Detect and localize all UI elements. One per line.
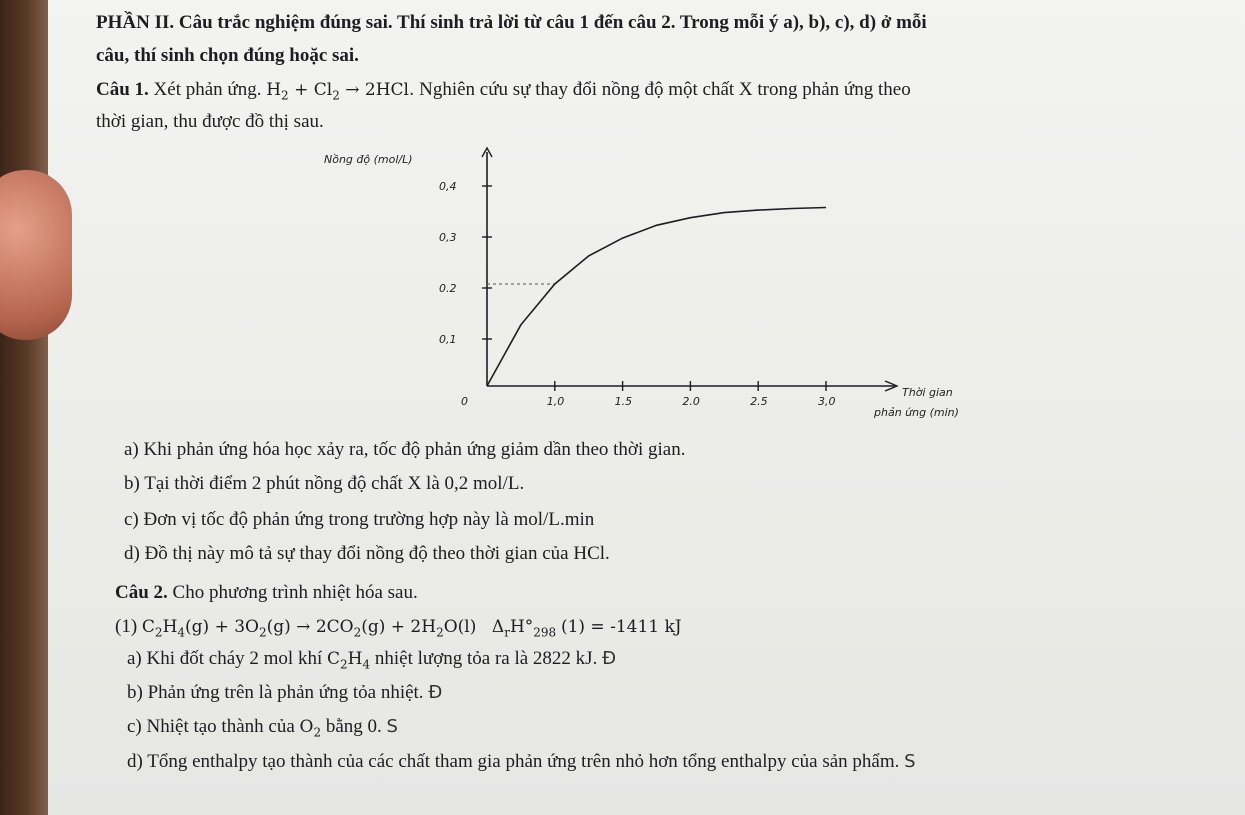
q2-mark-c: S <box>386 716 398 737</box>
q2-item-b <box>127 681 442 705</box>
q2-item-a-text2: nhiệt lượng tỏa ra là 2822 kJ. <box>374 648 598 669</box>
series-line-X <box>487 208 826 387</box>
q2-label: Câu 2. <box>115 582 168 603</box>
q2-item-d-text: d) Tổng enthalpy tạo thành của các chất tham gia phản ứng trên nhỏ hơn tổng enthalpy của sản phẩm. <box>127 751 900 772</box>
q1-label: Câu 1. <box>96 79 149 100</box>
q2-item-a-formula: $C_2H_4$ <box>327 649 371 672</box>
x-tick-label: 2.0 <box>682 395 700 408</box>
q2-item-c-formula: $O_2$ <box>299 717 322 740</box>
q1-item-a: a) Khi phản ứng hóa học xảy ra, tốc độ phản ứng giảm dần theo thời gian. <box>124 439 686 460</box>
q1-item-d: d) Đồ thị này mô tả sự thay đổi nồng độ theo thời gian của HCl. <box>124 543 610 564</box>
q2-enthalpy-symbol: $\Delta_rH^\circ_{298}$ <box>481 617 557 640</box>
x-axis-label-line1: Thời gian <box>902 386 953 399</box>
q1-text-after: Nghiên cứu sự thay đổi nồng độ một chất X trong phản ứng theo <box>419 79 911 100</box>
q1-header <box>96 78 911 107</box>
q2-mark-b: Đ <box>428 682 443 703</box>
q2-item-c-text1: c) Nhiệt tạo thành của <box>127 716 295 737</box>
q1-item-b: b) Tại thời điểm 2 phút nồng độ chất X là 0,2 mol/L. <box>124 473 525 494</box>
thumb <box>0 170 72 340</box>
x-tick-label: 0 <box>461 395 468 408</box>
part2-title: PHẦN II. Câu trắc nghiệm đúng sai. Thí sinh trả lời từ câu 1 đến câu 2. Trong mỗi ý a), b), c), d) ở mỗi <box>96 12 927 33</box>
concentration-chart <box>310 138 1020 428</box>
y-axis-label: Nồng độ (mol/L) <box>324 153 413 166</box>
q1-text-cont: thời gian, thu được đồ thị sau. <box>96 111 324 132</box>
q1-item-c: c) Đơn vị tốc độ phản ứng trong trường hợp này là mol/L.min <box>124 509 595 530</box>
q2-mark-a: Đ <box>602 648 617 669</box>
q2-header <box>115 581 418 605</box>
x-tick-label: 1,0 <box>546 395 565 408</box>
q1-reaction: $H_2 + Cl_2 \to 2HCl$. <box>266 80 415 103</box>
q2-item-c-text2: bằng 0. <box>325 716 382 737</box>
y-tick-label: 0,3 <box>439 231 457 244</box>
x-tick-label: 2.5 <box>750 395 768 408</box>
q2-item-c <box>127 715 398 744</box>
y-tick-label: 0,4 <box>439 180 457 193</box>
q2-eq-number: (1) <box>115 616 138 637</box>
q2-equation <box>115 615 682 644</box>
x-tick-label: 3,0 <box>818 395 836 408</box>
x-tick-label: 1.5 <box>614 395 633 408</box>
y-tick-label: 0,1 <box>439 333 457 346</box>
q2-enthalpy-value: (1) = -1411 kJ <box>560 617 682 637</box>
q2-item-d <box>127 750 916 774</box>
q2-item-a-text1: a) Khi đốt cháy 2 mol khí <box>127 648 323 669</box>
q1-text-before: Xét phản ứng. <box>153 79 262 100</box>
q2-intro: Cho phương trình nhiệt hóa sau. <box>172 582 418 603</box>
x-axis-label-line2: phản ứng (min) <box>874 406 959 419</box>
q2-item-a <box>127 647 616 676</box>
q2-mark-d: S <box>904 751 916 772</box>
q2-reaction: $C_2H_4(g) + 3O_2(g) \to 2CO_2(g) + 2H_2O(l)$ <box>141 617 477 640</box>
part2-title-cont: câu, thí sinh chọn đúng hoặc sai. <box>96 45 359 66</box>
q2-item-b-text: b) Phản ứng trên là phản ứng tỏa nhiệt. <box>127 682 424 703</box>
y-tick-label: 0.2 <box>439 282 457 295</box>
